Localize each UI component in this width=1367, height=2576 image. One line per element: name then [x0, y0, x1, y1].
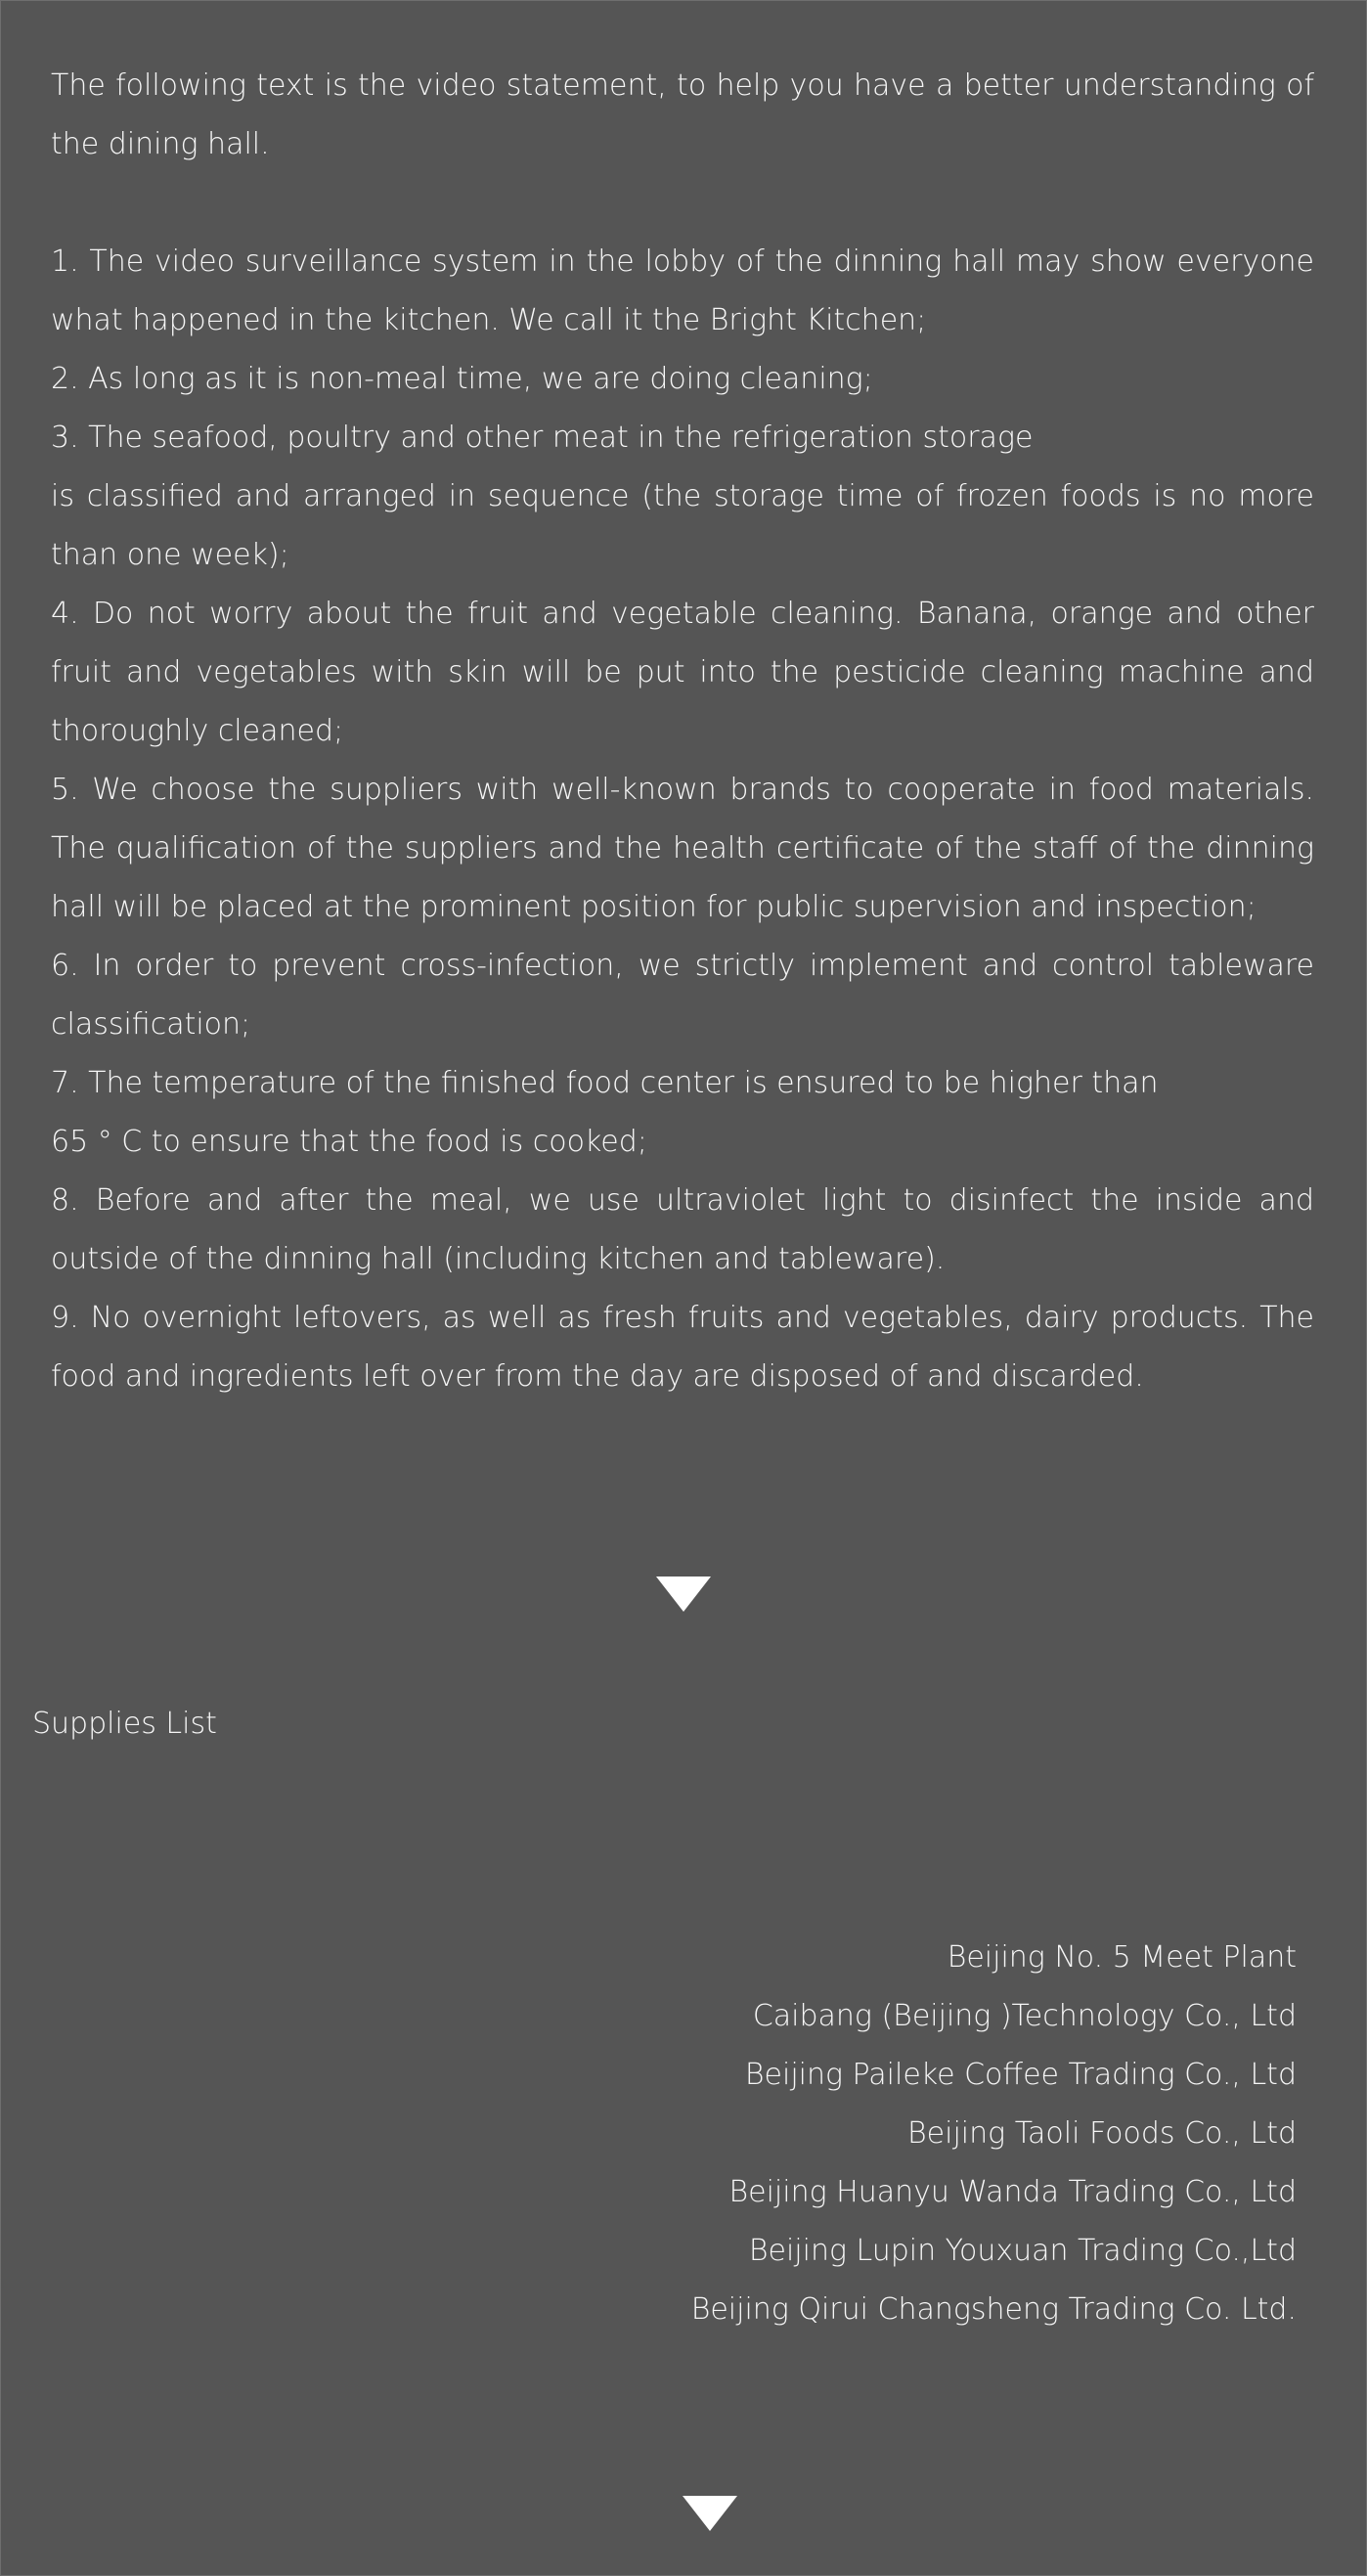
statement-item-7-line-2: 65 ° C to ensure that the food is cooked;: [51, 1125, 647, 1159]
supplier-item: Beijing Huanyu Wanda Trading Co., Ltd: [728, 2175, 1297, 2209]
statement-intro: The following text is the video statement, to help you have a better understanding of the dining hall.: [51, 68, 1314, 161]
statement-item-4: 4. Do not worry about the fruit and vegetable cleaning. Banana, orange and other fruit and vegetables with skin will be put into the pesticide cleaning machine and thoroughly cleaned;: [51, 597, 1314, 748]
statement-item-9: 9. No overnight leftovers, as well as fresh fruits and vegetables, dairy products. The food and ingredients left over from the day are disposed of and discarded.: [51, 1301, 1314, 1394]
statement-item-5: 5. We choose the suppliers with well-known brands to cooperate in food materials. The qualification of the suppliers and the health certificate of the staff of the dinning hall will be placed at the prominent position for public supervision and inspection;: [51, 773, 1314, 924]
statement-item-6: 6. In order to prevent cross-infection, we strictly implement and control tableware classification;: [51, 949, 1314, 1042]
statement-item-8: 8. Before and after the meal, we use ultraviolet light to disinfect the inside and outside of the dinning hall (including kitchen and tableware).: [51, 1183, 1314, 1276]
statement-item-2: 2. As long as it is non-meal time, we are doing cleaning;: [51, 362, 873, 396]
video-statement: [51, 57, 1314, 1406]
supplier-item: Caibang (Beijing )Technology Co., Ltd: [752, 1999, 1297, 2033]
supplier-item: Beijing Lupin Youxuan Trading Co.,Ltd: [748, 2234, 1297, 2268]
supplies-list-title: Supplies List: [32, 1707, 217, 1741]
supplier-item: Beijing Taoli Foods Co., Ltd: [907, 2116, 1297, 2151]
statement-item-3-line-1: 3. The seafood, poultry and other meat in the refrigeration storage: [51, 421, 1034, 455]
supplier-list: [691, 1929, 1297, 2339]
supplier-item: Beijing Qirui Changsheng Trading Co. Ltd.: [690, 2292, 1297, 2327]
triangle-down-icon: [683, 2496, 737, 2531]
statement-item-1: 1. The video surveillance system in the lobby of the dinning hall may show everyone what happened in the kitchen. We call it the Bright Kitchen;: [51, 244, 1314, 337]
statement-item-7-line-1: 7. The temperature of the finished food center is ensured to be higher than: [51, 1066, 1159, 1100]
statement-item-3-line-2: is classified and arranged in sequence (the storage time of frozen foods is no more than one week);: [51, 479, 1314, 572]
supplier-item: Beijing Paileke Coffee Trading Co., Ltd: [744, 2058, 1297, 2092]
supplier-item: Beijing No. 5 Meet Plant: [947, 1940, 1297, 1975]
triangle-down-icon: [656, 1577, 711, 1612]
